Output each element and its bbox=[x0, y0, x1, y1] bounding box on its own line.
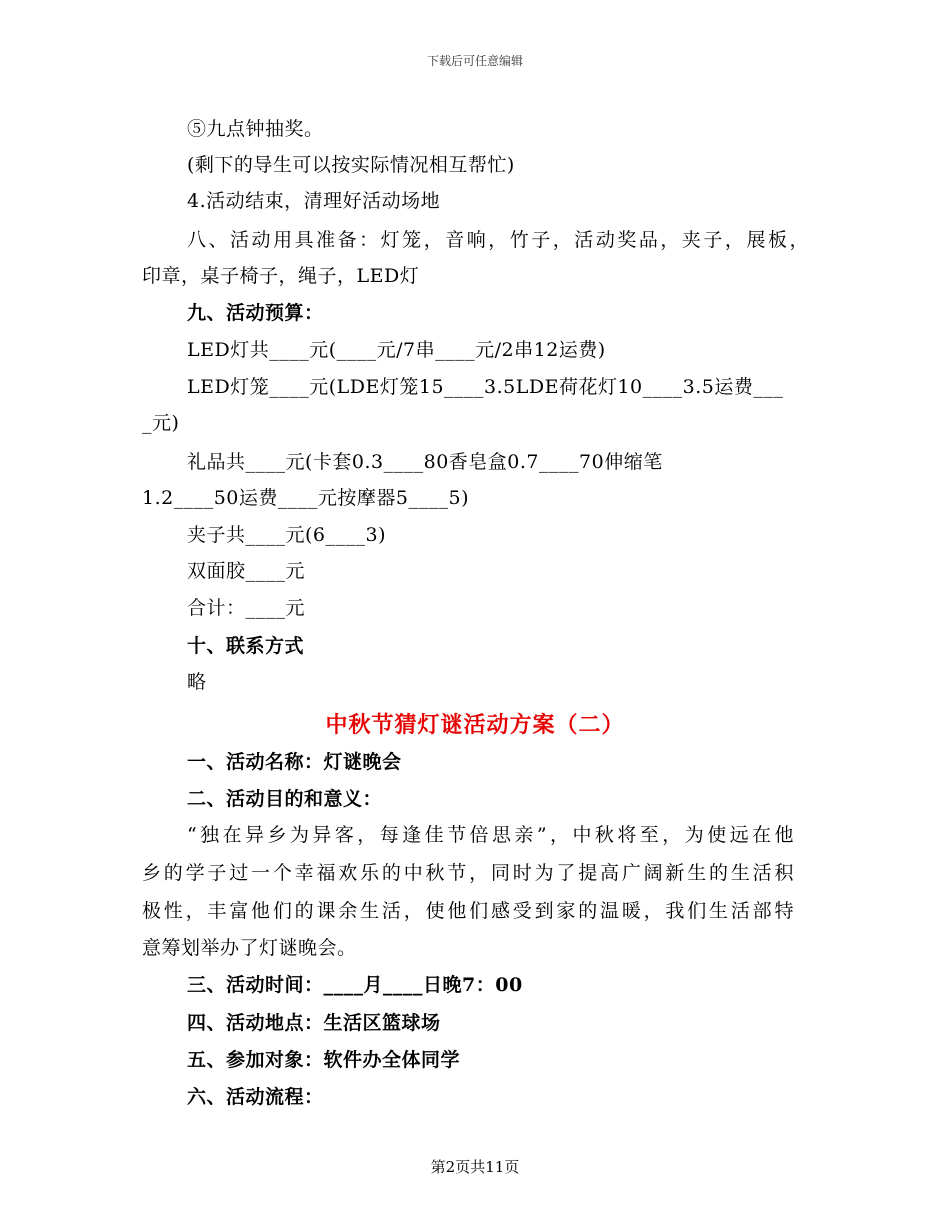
budget-heading: 九、活动预算： bbox=[187, 302, 324, 324]
text-line: 合计：____元 bbox=[187, 597, 306, 619]
text-line: 乡的学子过一个幸福欢乐的中秋节，同时为了提高广阔新生的生活积 bbox=[142, 862, 794, 884]
section-title: 中秋节猜灯谜活动方案（二） bbox=[325, 712, 625, 738]
text-line: “独在异乡为异客，每逢佳节倍思亲”，中秋将至，为使远在他 bbox=[187, 824, 794, 846]
item-heading: 六、活动流程： bbox=[187, 1086, 324, 1108]
text-line: LED灯共____元(____元/7串____元/2串12运费) bbox=[187, 339, 606, 361]
text-line: LED灯笼____元(LDE灯笼15____3.5LDE荷花灯10____3.5运费___ bbox=[187, 376, 784, 398]
item-heading: 二、活动目的和意义： bbox=[187, 788, 383, 810]
text-line: 4.活动结束，清理好活动场地 bbox=[187, 190, 441, 212]
item-heading: 三、活动时间：____月____日晚7：00 bbox=[187, 974, 523, 996]
item-heading: 一、活动名称：灯谜晚会 bbox=[187, 751, 402, 773]
text-line: 礼品共____元(卡套0.3____80香皂盒0.7____70伸缩笔 bbox=[187, 451, 663, 473]
text-line: 双面胶____元 bbox=[187, 560, 306, 582]
text-line: _元) bbox=[142, 412, 180, 434]
text-line: 极性，丰富他们的课余生活，使他们感受到家的温暖，我们生活部特 bbox=[142, 900, 794, 922]
text-line: ⑤九点钟抽奖。 bbox=[187, 118, 324, 140]
item-heading: 五、参加对象：软件办全体同学 bbox=[187, 1049, 461, 1071]
text-line: (剩下的导生可以按实际情况相互帮忙) bbox=[187, 154, 515, 176]
contact-heading: 十、联系方式 bbox=[187, 635, 305, 657]
text-line: 夹子共____元(6____3) bbox=[187, 524, 387, 546]
text-line: 略 bbox=[187, 671, 207, 693]
text-line: 八、活动用具准备：灯笼，音响，竹子，活动奖品，夹子，展板， bbox=[187, 229, 809, 251]
page-header: 下载后可任意编辑 bbox=[426, 54, 523, 68]
page-footer: 第2页共11页 bbox=[430, 1158, 520, 1176]
text-line: 1.2____50运费____元按摩器5____5) bbox=[142, 487, 469, 509]
text-line: 印章，桌子椅子，绳子，LED灯 bbox=[142, 265, 420, 287]
item-heading: 四、活动地点：生活区篮球场 bbox=[187, 1012, 441, 1034]
text-line: 意筹划举办了灯谜晚会。 bbox=[142, 937, 357, 959]
